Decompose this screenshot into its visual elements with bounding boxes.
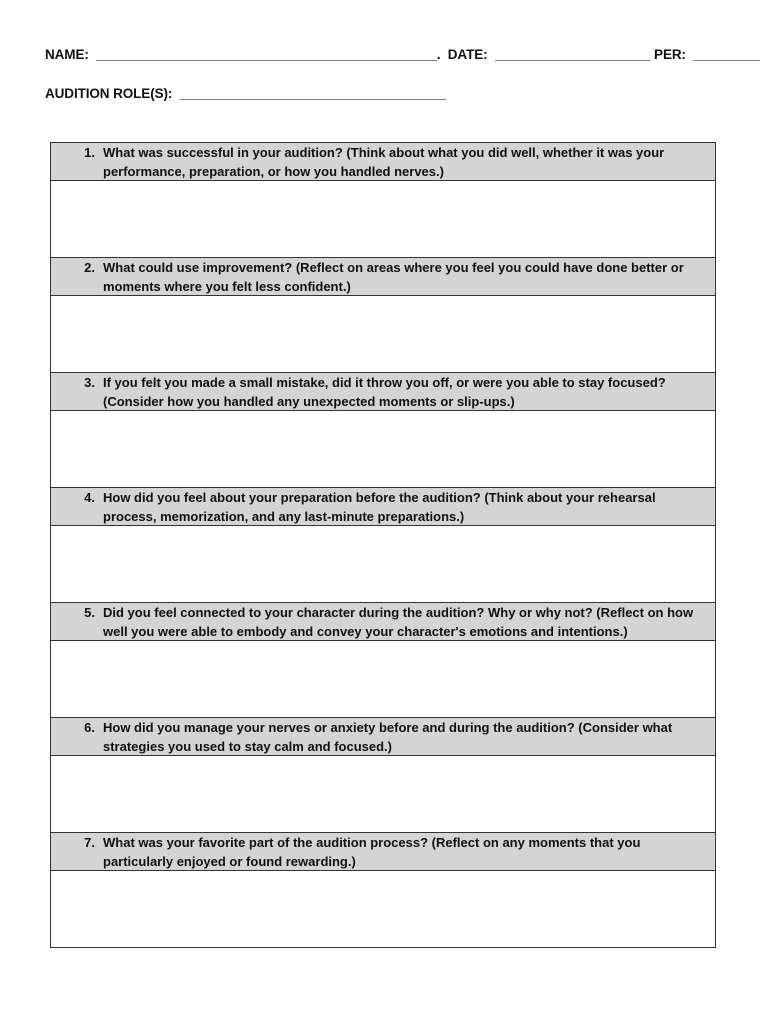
- question-text: What could use improvement? (Reflect on areas where you feel you could have done better or moments where you felt less confident.): [103, 260, 684, 294]
- answer-box-3[interactable]: [51, 411, 715, 488]
- question-header: [51, 603, 715, 641]
- question-number: 6.: [84, 720, 95, 735]
- question-block-1: [51, 143, 715, 258]
- question-header: [51, 143, 715, 181]
- question-block-6: [51, 718, 715, 833]
- audition-role-line[interactable]: AUDITION ROLE(S): ____________________________________: [45, 86, 447, 101]
- answer-box-6[interactable]: [51, 756, 715, 833]
- question-block-7: [51, 833, 715, 947]
- question-number: 4.: [84, 490, 95, 505]
- question-block-5: [51, 603, 715, 718]
- answer-box-7[interactable]: [51, 871, 715, 947]
- question-number: 1.: [84, 145, 95, 160]
- question-text: How did you feel about your preparation before the audition? (Think about your rehearsal process, memorization, and any last-minute preparations.): [103, 490, 656, 524]
- name-date-period-line[interactable]: NAME: ______________________________________________. DATE: _____________________ PER: _________: [45, 47, 760, 62]
- question-header: [51, 488, 715, 526]
- answer-box-1[interactable]: [51, 181, 715, 258]
- question-text: Did you feel connected to your character during the audition? Why or why not? (Reflect on how well you were able to embody and convey your character's emotions and intentions.): [103, 605, 694, 639]
- question-block-2: [51, 258, 715, 373]
- question-header: [51, 373, 715, 411]
- answer-box-5[interactable]: [51, 641, 715, 718]
- question-block-3: [51, 373, 715, 488]
- question-header: [51, 718, 715, 756]
- answer-box-2[interactable]: [51, 296, 715, 373]
- question-text: What was your favorite part of the audition process? (Reflect on any moments that you particularly enjoyed or found rewarding.): [103, 835, 641, 869]
- question-text: If you felt you made a small mistake, did it throw you off, or were you able to stay focused? (Consider how you handled any unexpected moments or slip-ups.): [103, 375, 666, 409]
- question-text: How did you manage your nerves or anxiety before and during the audition? (Consider what strategies you used to stay calm and focused.): [103, 720, 673, 754]
- reflection-questions-table: [50, 142, 716, 948]
- question-header: [51, 833, 715, 871]
- question-number: 5.: [84, 605, 95, 620]
- question-number: 2.: [84, 260, 95, 275]
- question-number: 7.: [84, 835, 95, 850]
- question-number: 3.: [84, 375, 95, 390]
- question-text: What was successful in your audition? (Think about what you did well, whether it was your performance, preparation, or how you handled nerves.): [103, 145, 665, 179]
- question-block-4: [51, 488, 715, 603]
- answer-box-4[interactable]: [51, 526, 715, 603]
- question-header: [51, 258, 715, 296]
